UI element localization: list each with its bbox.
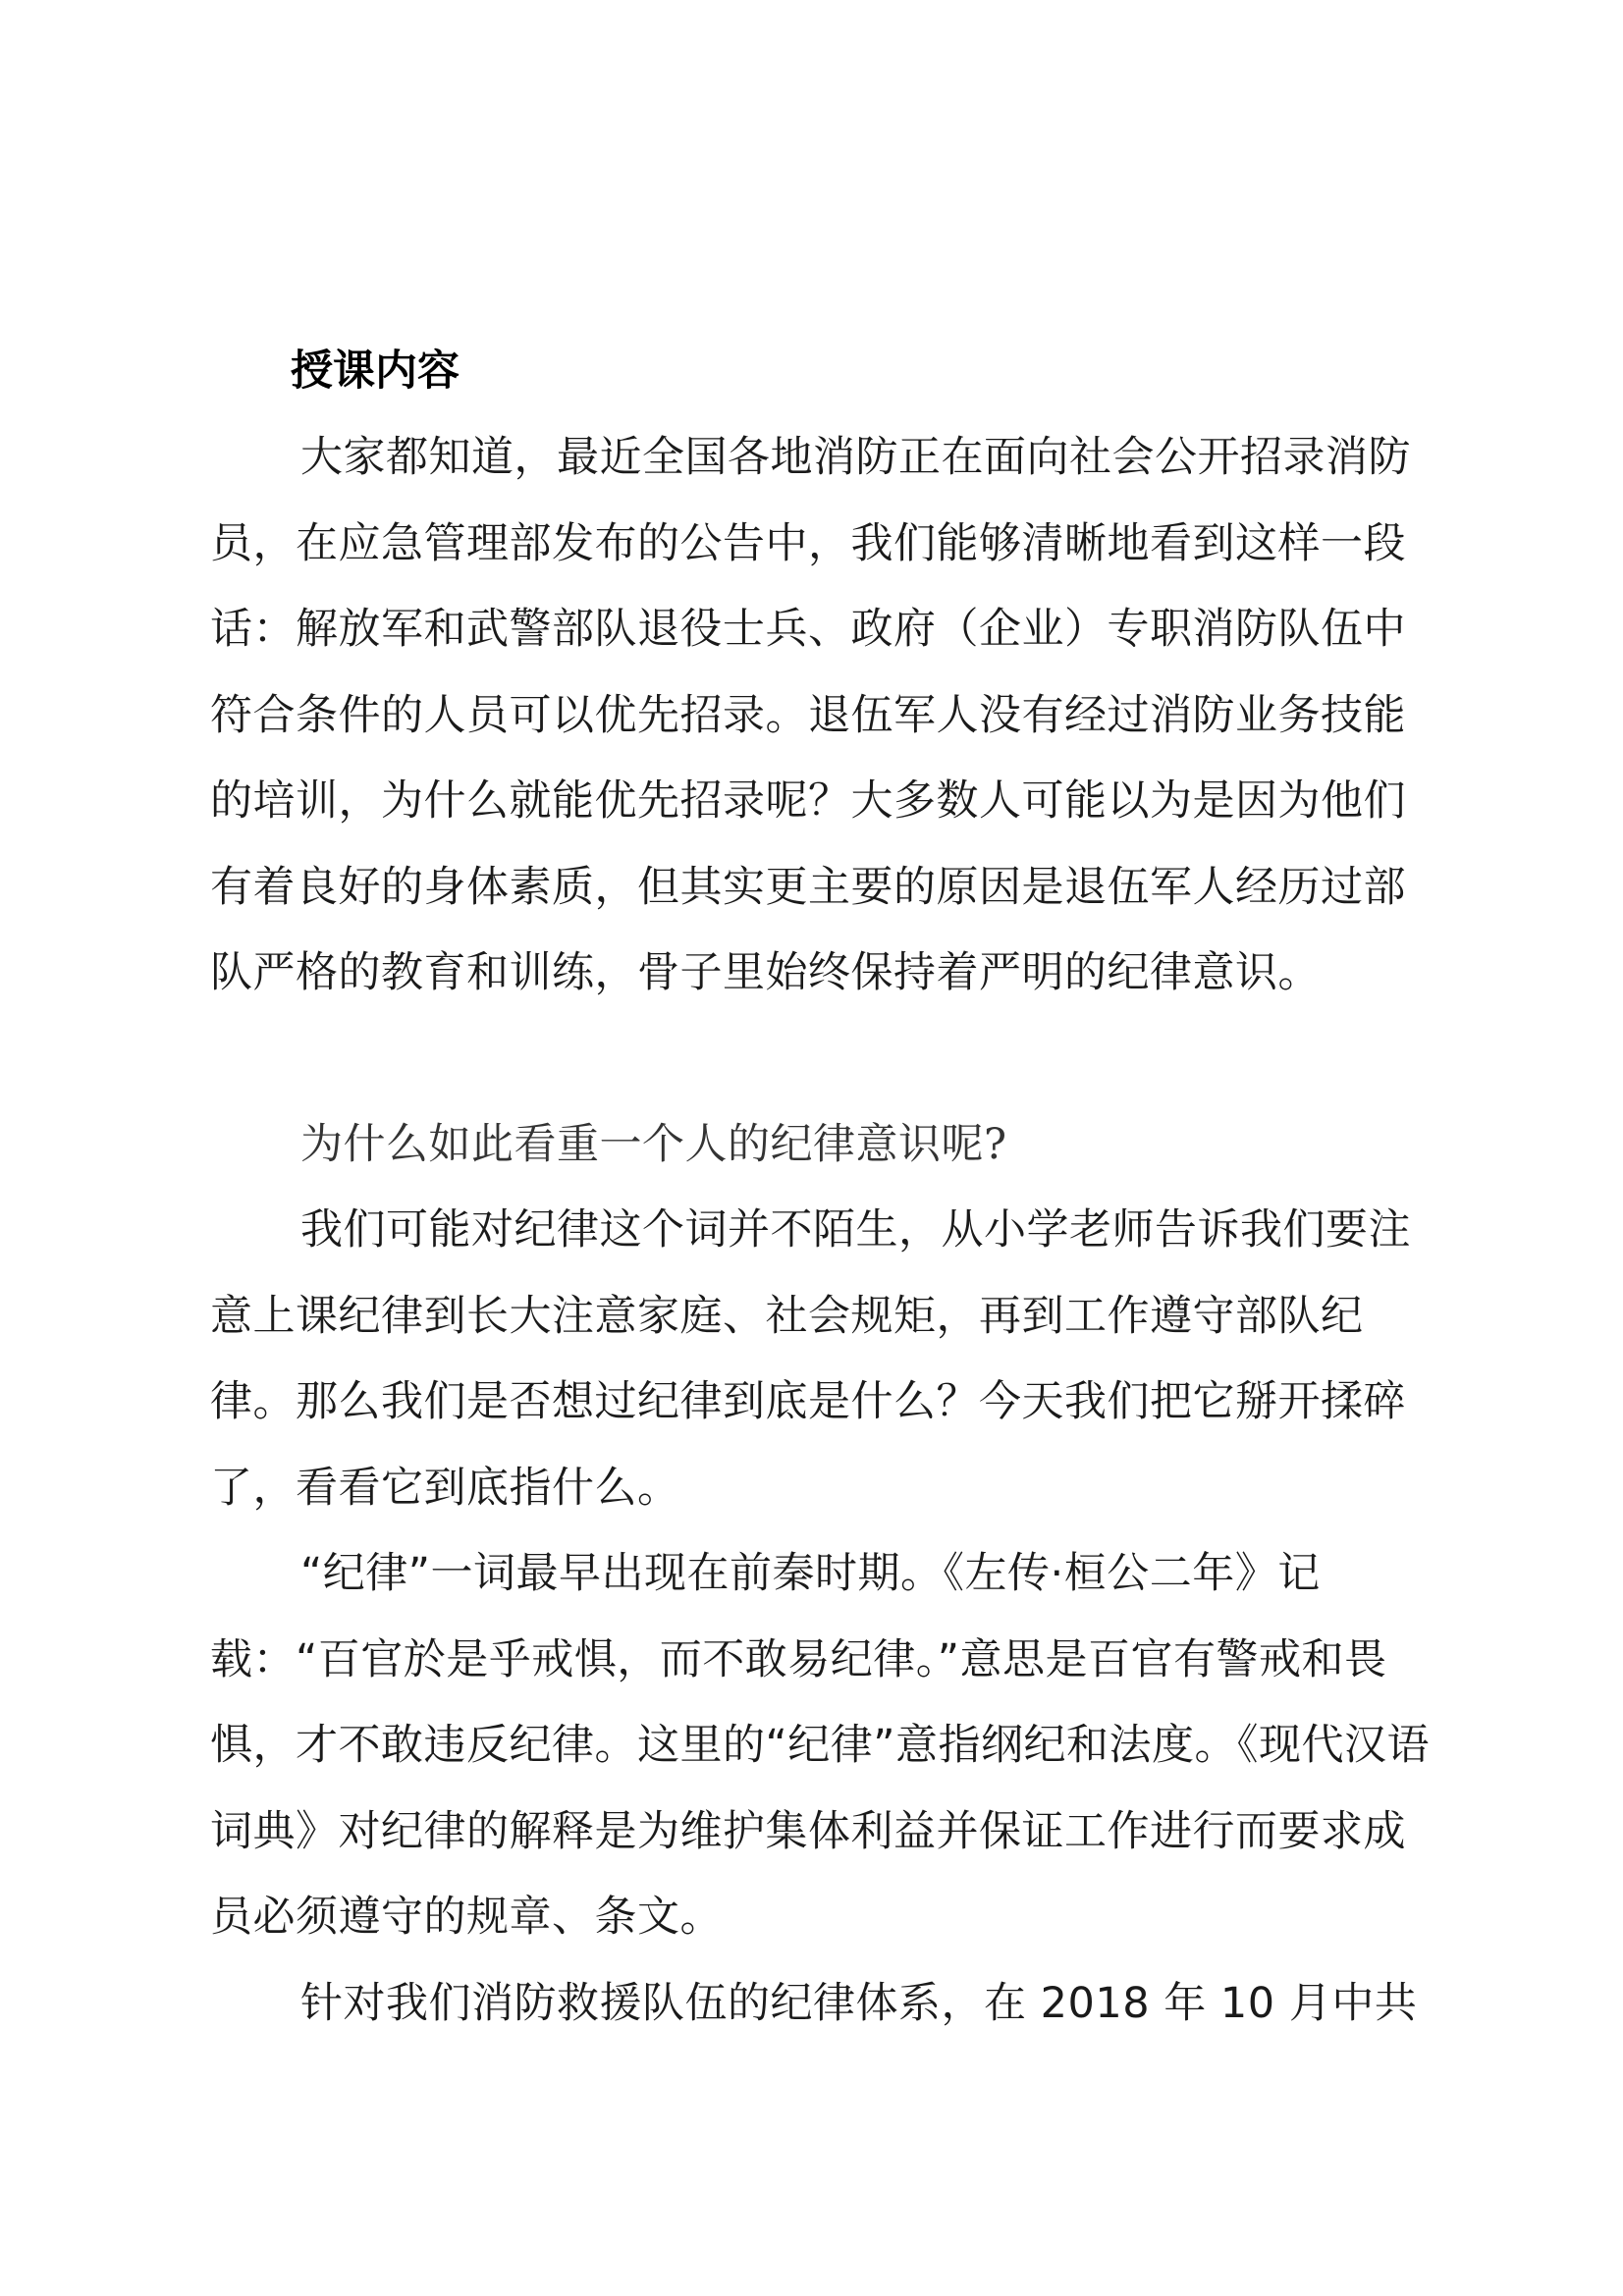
section-heading: 授课内容 xyxy=(291,347,460,396)
paragraph-question: 为什么如此看重一个人的纪律意识呢? xyxy=(300,1120,1007,1169)
paragraph-discipline-meaning: 我们可能对纪律这个词并不陌生，从小学老师告诉我们要注意上课纪律到长大注意家庭、社会规矩，再到工作遵守部队纪律。那么我们是否想过纪律到底是什么？今天我们把它掰开揉碎了，看看它到底指什么。 xyxy=(210,1205,1411,1513)
paragraph-discipline-origin: “纪律”一词最早出现在前秦时期。《左传·桓公二年》记载：“百官於是乎戒惧，而不敢易纪律。”意思是百官有警戒和畏惧，才不敢违反纪律。这里的“纪律”意指纲纪和法度。《现代汉语词典》对纪律的解释是为维护集体利益并保证工作进行而要求成员必须遵守的规章、条文。 xyxy=(210,1549,1431,1942)
paragraph-recruitment: 大家都知道，最近全国各地消防正在面向社会公开招录消防员，在应急管理部发布的公告中，我们能够清晰地看到这样一段话：解放军和武警部队退役士兵、政府（企业）专职消防队伍中符合条件的人员可以优先招录。退伍军人没有经过消防业务技能的培训，为什么就能优先招录呢？大多数人可能以为是因为他们有着良好的身体素质，但其实更主要的原因是退伍军人经历过部队严格的教育和训练，骨子里始终保持着严明的纪律意识。 xyxy=(210,433,1411,997)
paragraph-fire-rescue-system: 针对我们消防救援队伍的纪律体系，在 2018 年 10 月中共 xyxy=(300,1979,1418,2028)
